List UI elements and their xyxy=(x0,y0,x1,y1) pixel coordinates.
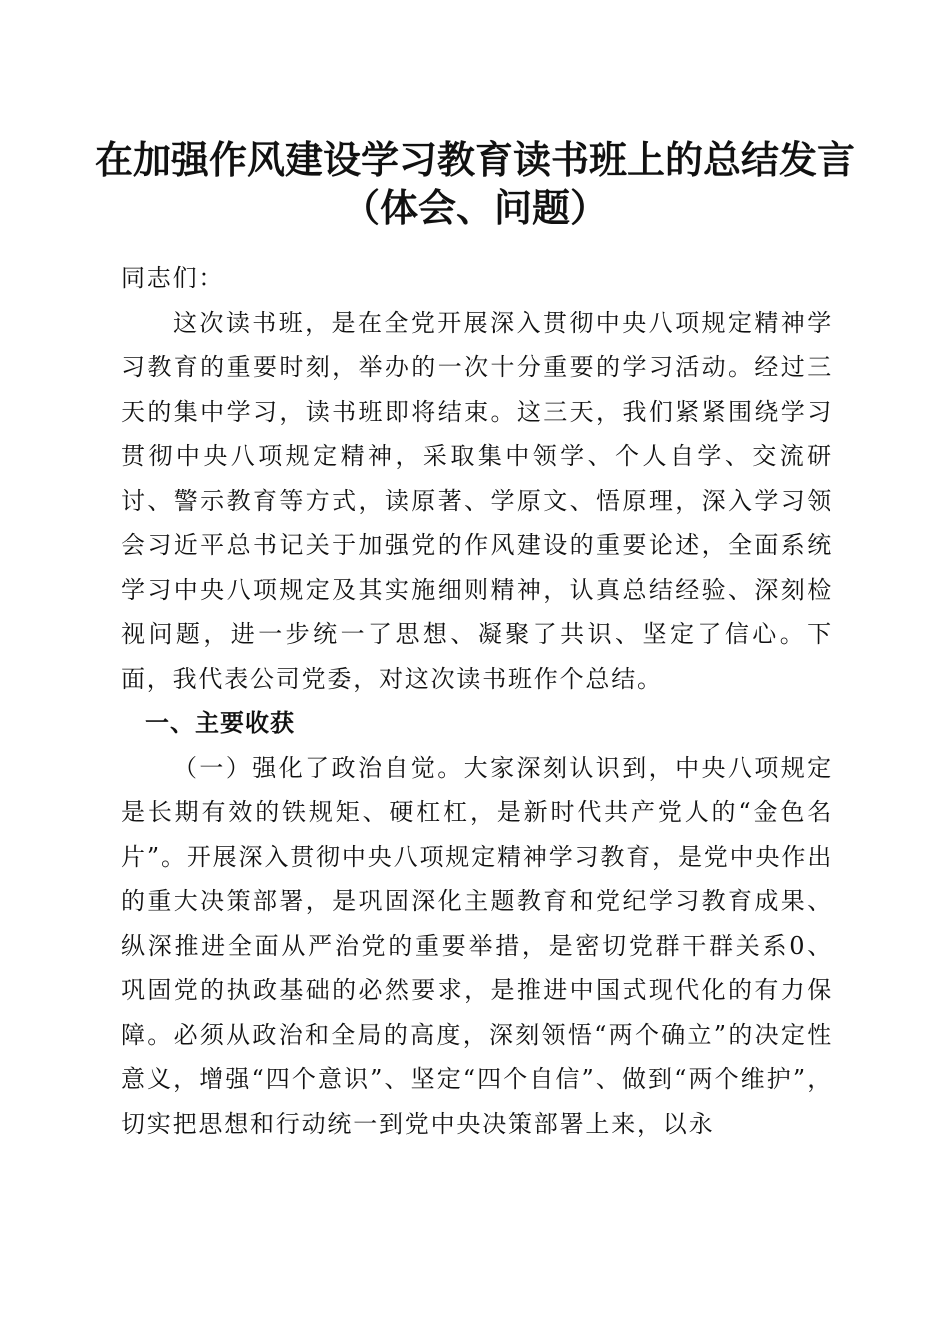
document-body xyxy=(121,250,833,1146)
section-heading: 一、主要收获 xyxy=(145,709,295,737)
salutation: 同志们： xyxy=(121,264,225,292)
document-title: 在加强作风建设学习教育读书班上的总结发言 xyxy=(94,137,855,182)
subsection-lead: （一）强化了政治自觉。 xyxy=(173,753,464,782)
intro-paragraph: 这次读书班，是在全党开展深入贯彻中央八项规定精神学习教育的重要时刻，举办的一次十分重要的学习活动。经过三天的集中学习，读书班即将结束。这三天，我们紧紧围绕学习贯彻中央八项规定精神，采取集中领学、个人自学、交流研讨、警示教育等方式，读原著、学原文、悟原理，深入学习领会习近平总书记关于加强党的作风建设的重要论述，全面系统学习中央八项规定及其实施细则精神，认真总结经验、深刻检视问题，进一步统一了思想、凝聚了共识、坚定了信心。下面，我代表公司党委，对这次读书班作个总结。 xyxy=(121,308,833,693)
subsection-paragraph xyxy=(121,746,833,1147)
subsection-text: 大家深刻认识到，中央八项规定是长期有效的铁规矩、硬杠杠，是新时代共产党人的“金色名片”。开展深入贯彻中央八项规定精神学习教育，是党中央作出的重大决策部署，是巩固深化主题教育和党纪学习教育成果、纵深推进全面从严治党的重要举措，是密切党群干群关系0、巩固党的执政基础的必然要求，是推进中国式现代化的有力保障。必须从政治和全局的高度，深刻领悟“两个确立”的决定性意义，增强“四个意识”、坚定“四个自信”、做到“两个维护”，切实把思想和行动统一到党中央决策部署上来，以永 xyxy=(121,753,833,1138)
document-subtitle: （体会、问题） xyxy=(341,185,608,230)
